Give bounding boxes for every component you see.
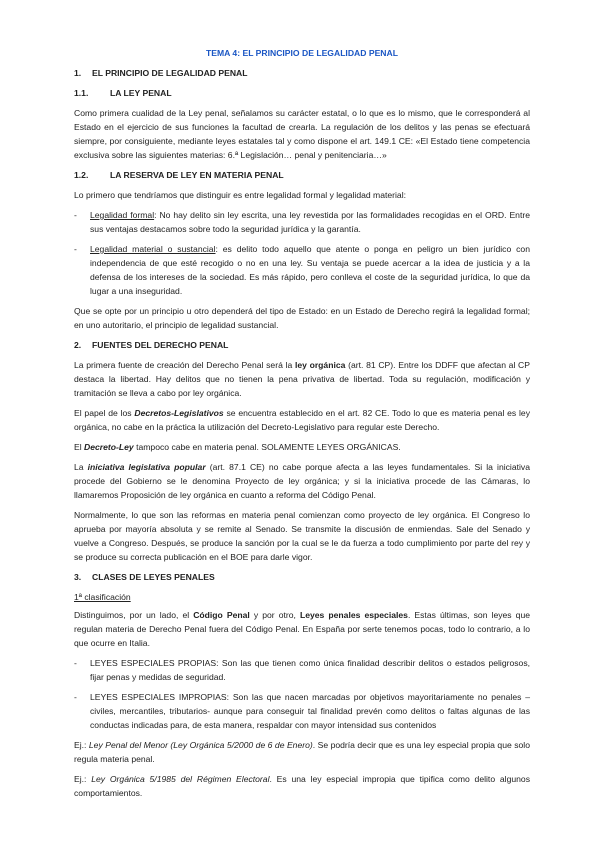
list-item xyxy=(74,208,530,236)
section-1-heading xyxy=(74,66,530,80)
section-2-heading xyxy=(74,338,530,352)
text-run: (art. 81 CP). Entre los DDFF que afectan al CP destaca la libertad. Hay delitos que no tienen la pena privativa de libertad. Toda su regulación, modificación y tramitación se lleva a cabo por ley orgánica. xyxy=(74,360,530,398)
text-run: (art. 87.1 CE) no cabe porque afecta a las leyes fundamentales. Si la iniciativa procede del Gobierno se le denomina Proyecto de ley orgánica; y si la iniciativa procede de las Cámaras, lo llamaremos Proposición de ley orgánica en cuanto a reforma del Código Penal. xyxy=(74,462,530,500)
text-run: La xyxy=(74,462,88,472)
text-run: Ej.: xyxy=(74,740,89,750)
dash-bullet: - xyxy=(74,210,77,220)
italic-term: Ley Orgánica 5/1985 del Régimen Electoral xyxy=(91,774,270,784)
bold-italic-term: iniciativa legislativa popular xyxy=(87,462,206,472)
paragraph xyxy=(74,406,530,434)
paragraph: Que se opte por un principio u otro dependerá del tipo de Estado: en un Estado de Derecho regirá la legalidad formal; en uno autoritario, el principio de legalidad sustancial. xyxy=(74,306,530,330)
bold-italic-term: Decreto-Ley xyxy=(84,442,134,452)
section-title: EL PRINCIPIO DE LEGALIDAD PENAL xyxy=(92,68,248,78)
list-item-text: : No hay delito sin ley escrita, una ley revestida por las formalidades recogidas en el ORD. Entre sus ventajas destacamos sobre todo la seguridad jurídica y la garantía. xyxy=(90,210,530,234)
section-title: FUENTES DEL DERECHO PENAL xyxy=(92,340,229,350)
text-run: El xyxy=(74,442,85,452)
subheading: 1ª clasificación xyxy=(74,592,131,602)
paragraph: Lo primero que tendríamos que distinguir es entre legalidad formal y legalidad material: xyxy=(74,190,406,200)
legalidad-list xyxy=(74,208,530,298)
text-run: y por otro, xyxy=(249,610,300,620)
text-run: . Es una ley especial impropia que tipifica como delito algunos comportamientos. xyxy=(74,774,530,798)
dash-bullet: - xyxy=(74,692,77,702)
section-3-heading xyxy=(74,570,530,584)
paragraph xyxy=(74,460,530,502)
bold-term: Leyes penales especiales xyxy=(299,610,408,620)
section-number: 2. xyxy=(74,340,82,350)
dash-bullet: - xyxy=(74,658,77,668)
list-item-term: Legalidad material o sustancial xyxy=(90,244,216,254)
text-run: Ej.: xyxy=(74,774,92,784)
document-title: TEMA 4: EL PRINCIPIO DE LEGALIDAD PENAL xyxy=(206,48,398,58)
leyes-especiales-list xyxy=(74,656,530,732)
list-item xyxy=(74,656,530,684)
paragraph: Como primera cualidad de la Ley penal, señalamos su carácter estatal, o lo que es lo mismo, que le corresponderá al Estado en el ejercicio de sus funciones la facultad de crearla. La regulación de los delitos y las penas se efectuará siempre, por consiguiente, mediante leyes estatales tal y como dispone el art. 149.1 CE: «El Estado tiene competencia exclusiva sobre las siguientes materias: 6.ª Legislación… penal y penitenciaria…» xyxy=(74,108,530,160)
section-1-2-heading xyxy=(74,168,530,182)
dash-bullet: - xyxy=(74,244,77,254)
section-title: LA LEY PENAL xyxy=(110,88,172,98)
list-item-body xyxy=(90,208,530,236)
paragraph xyxy=(74,358,530,400)
italic-term: Ley Penal del Menor (Ley Orgánica 5/2000 de 6 de Enero) xyxy=(88,740,313,750)
section-1-1-heading xyxy=(74,86,530,100)
text-run: El papel de los xyxy=(74,408,135,418)
section-title: LA RESERVA DE LEY EN MATERIA PENAL xyxy=(110,170,284,180)
list-item-text: : es delito todo aquello que atente o ponga en peligro un bien jurídico con independencia de que esté recogido o no en una ley. Su ventaja se puede acercar a la idea de justicia y a la defensa de los intereses de la sociedad. Es más rápido, pero conlleva el coste de la seguridad jurídica, lo que da lugar a una inseguridad. xyxy=(90,244,530,296)
section-number: 1.2. xyxy=(74,170,89,180)
list-item-term: Legalidad formal xyxy=(90,210,155,220)
text-run: Distinguimos, por un lado, el xyxy=(74,610,194,620)
bold-term: ley orgánica xyxy=(294,360,346,370)
section-number: 1.1. xyxy=(74,88,89,98)
paragraph: Normalmente, lo que son las reformas en materia penal comienzan como proyecto de ley orgánica. El Congreso lo aprueba por mayoría absoluta y se remite al Senado. Se transmite la discusión de enmiendas. Sale del Senado y vuelve a Congreso. Después, se produce la sanción por la cual se le da fuerza a todo cumplimiento por parte del rey y se produce su correcta publicación en el BOE para darle vigor. xyxy=(74,510,530,562)
list-item xyxy=(74,242,530,298)
text-run: La primera fuente de creación del Derecho Penal será la xyxy=(74,360,295,370)
list-item xyxy=(74,690,530,732)
example-paragraph xyxy=(74,772,530,800)
list-item-text: LEYES ESPECIALES PROPIAS: Son las que tienen como única finalidad describir delitos o estados peligrosos, fijar penas y medidas de seguridad. xyxy=(90,658,530,682)
list-item-body xyxy=(90,242,530,298)
text-run: se encuentra establecido en el art. 82 CE. Todo lo que es materia penal es ley orgánica, no cabe en la práctica la utilización del Decreto-Legislativo para regular este Derecho. xyxy=(74,408,531,432)
section-number: 3. xyxy=(74,572,82,582)
text-run: tampoco cabe en materia penal. SOLAMENTE LEYES ORGÁNICAS. xyxy=(133,442,401,452)
paragraph xyxy=(74,440,530,454)
bold-italic-term: Decretos-Legislativos xyxy=(134,408,224,418)
text-run: . Se podría decir que es una ley especial propia que solo regula materia penal. xyxy=(74,740,530,764)
paragraph xyxy=(74,608,530,650)
list-item-text: LEYES ESPECIALES IMPROPIAS: Son las que nacen marcadas por objetivos mayoritariamente no penales –civiles, mercantiles, tributarios- aunque para conseguir tal finalidad prevén como delitos o faltas algunas de las conductas indicadas para, de esta manera, respaldar con mayor intensidad sus contenidos xyxy=(90,692,530,730)
bold-term: Código Penal xyxy=(193,610,250,620)
section-title: CLASES DE LEYES PENALES xyxy=(92,572,215,582)
text-run: . Estas últimas, son leyes que regulan materia de Derecho Penal fuera del Código Penal. En España por serte tenemos pocas, todo lo contrario, a lo que ocurre en Italia. xyxy=(74,610,531,648)
section-number: 1. xyxy=(74,68,82,78)
document-page xyxy=(74,46,530,806)
example-paragraph xyxy=(74,738,530,766)
